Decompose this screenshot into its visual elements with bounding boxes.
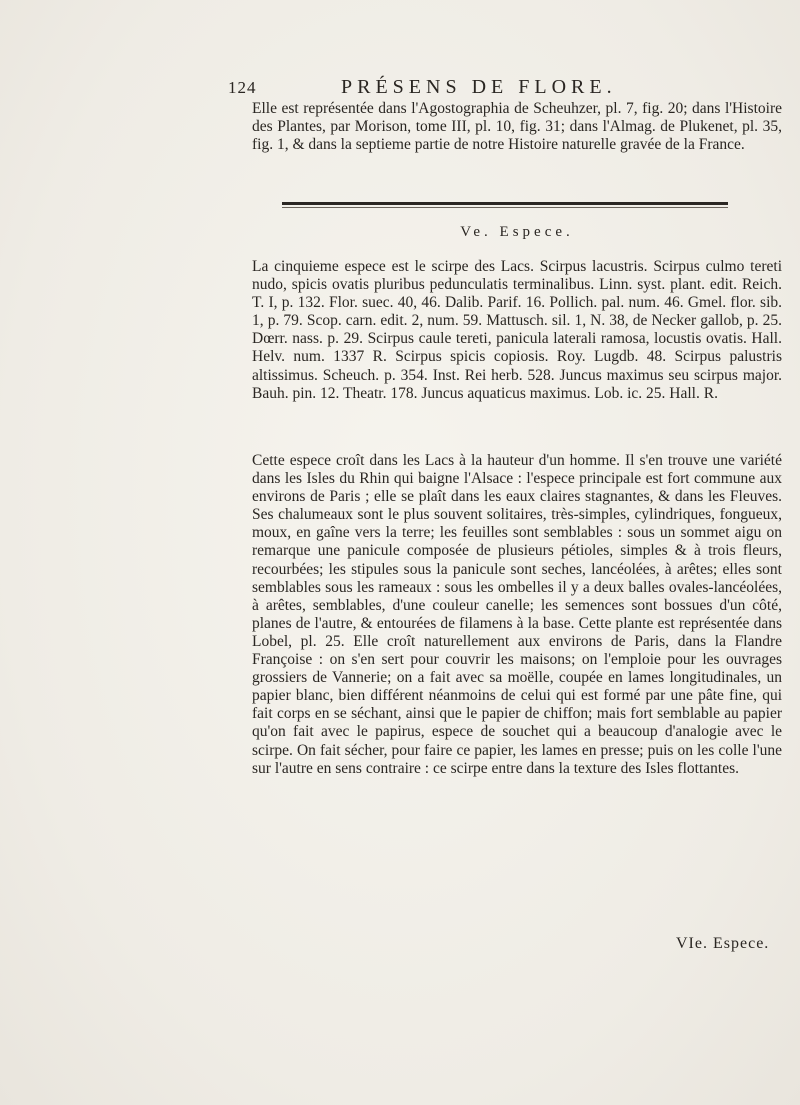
section-divider	[282, 202, 728, 205]
section-divider-thin	[282, 207, 728, 208]
paragraph-synonymy: La cinquieme espece est le scirpe des Lacs. Scirpus lacustris. Scirpus culmo tereti nudo, spicis ovatis pluribus pedunculatis terminalibus. Linn. syst. plant. edit. Reich. T. I, p. 132. Flor. suec. 40, 46. Dalib. Parif. 16. Pollich. pal. num. 46. Gmel. flor. sib. 1, p. 79. Scop. carn. edit. 2, num. 59. Mattusch. sil. 1, N. 38, de Necker gallob, p. 25. Dœrr. nass. p. 29. Scirpus caule tereti, panicula laterali ramosa, locustis ovatis. Hall. Helv. num. 1337 R. Scirpus spicis copiosis. Roy. Lugdb. 48. Scirpus palustris altissimus. Scheuch. p. 354. Inst. Rei herb. 528. Juncus maximus seu scirpus major. Bauh. pin. 12. Theatr. 178. Juncus aquaticus maximus. Lob. ic. 25. Hall. R.	[252, 258, 782, 402]
section-heading: Ve. Espece.	[460, 224, 574, 240]
paragraph-description: Cette espece croît dans les Lacs à la hauteur d'un homme. Il s'en trouve une variété dans les Isles du Rhin qui baigne l'Alsace : l'espece principale est fort commune aux environs de Paris ; elle se plaît dans les eaux claires stagnantes, & dans les Fleuves. Ses chalumeaux sont le plus souvent solitaires, très-simples, cylindriques, fongueux, moux, en gaîne vers la terre; les feuilles sont semblables : sous un sommet aigu on remarque une panicule composée de plusieurs pétioles, simples & à trois fleurs, recourbées; les stipules sous la panicule sont seches, lancéolées, à arêtes; elles sont semblables sous les rameaux : sous les ombelles il y a deux balles ovales-lancéolées, à arêtes, semblables, d'une couleur canelle; les semences sont bossues d'un côté, planes de l'autre, & entourées de filamens à la base. Cette plante est représentée dans Lobel, pl. 25. Elle croît naturellement aux environs de Paris, dans la Flandre Françoise : on s'en sert pour couvrir les maisons; on l'emploie pour les ouvrages grossiers de Vannerie; on a fait avec sa moëlle, coupée en lames longitudinales, un papier blanc, bien différent néanmoins de celui qui est formé par une pâte fine, qui fait corps en se séchant, ainsi que le papier de chiffon; mais fort semblable au papier qu'on fait avec le papirus, espece de souchet qui a beaucoup d'analogie avec le scirpe. On fait sécher, pour faire ce papier, les lames en presse; puis on les colle l'une sur l'autre en sens contraire : ce scirpe entre dans la texture des Isles flottantes.	[252, 452, 782, 777]
page-number: 124	[228, 78, 257, 97]
paragraph-references: Elle est représentée dans l'Agostographia de Scheuhzer, pl. 7, fig. 20; dans l'Histoire des Plantes, par Morison, tome III, pl. 10, fig. 31; dans l'Almag. de Plukenet, pl. 35, fig. 1, & dans la septieme partie de notre Histoire naturelle gravée de la France.	[252, 100, 782, 154]
running-title: PRÉSENS DE FLORE.	[341, 76, 617, 98]
catchword: VIe. Espece.	[676, 935, 770, 952]
